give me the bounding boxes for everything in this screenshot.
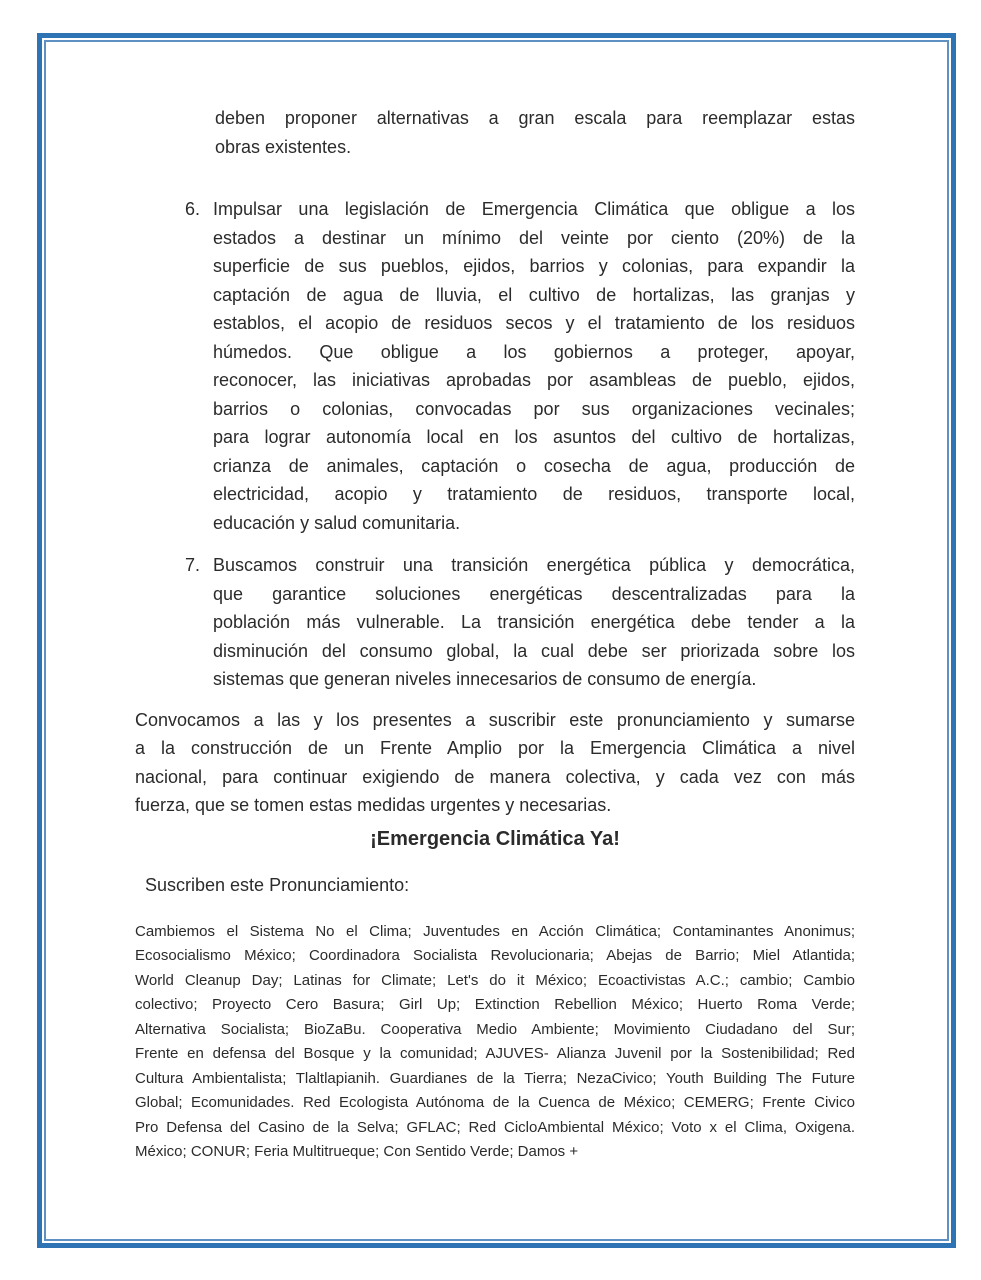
text-line: establos, el acopio de residuos secos y el tratamiento de los residuos	[213, 313, 855, 333]
text-line: reconocer, las iniciativas aprobadas por asambleas de pueblo, ejidos,	[213, 370, 855, 390]
text-line: que garantice soluciones energéticas descentralizadas para la	[213, 583, 855, 604]
text-line: nacional, para continuar exigiendo de manera colectiva, y cada vez con más	[135, 766, 855, 787]
text-line: World Cleanup Day; Latinas for Climate; Let's do it México; Ecoactivistas A.C.; cambio; Cambio	[135, 971, 855, 989]
text-line: colectivo; Proyecto Cero Basura; Girl Up; Extinction Rebellion México; Huerto Roma Verde;	[135, 996, 855, 1013]
numbered-item-7	[135, 551, 855, 694]
text-line: México; CONUR; Feria Multitrueque; Con Sentido Verde; Damos +	[135, 1143, 579, 1160]
page-content	[135, 0, 855, 1165]
item-text-6	[135, 195, 855, 537]
text-line: crianza de animales, captación o cosecha de agua, producción de	[213, 455, 855, 476]
text-line: sistemas que generan niveles innecesarios de consumo de energía.	[213, 669, 757, 689]
text-line: Convocamos a las y los presentes a suscribir este pronunciamiento y sumarse	[135, 709, 855, 730]
text-line: electricidad, acopio y tratamiento de residuos, transporte local,	[213, 484, 855, 504]
text-line: superficie de sus pueblos, ejidos, barrios y colonias, para expandir la	[213, 256, 855, 276]
text-line: Cambiemos el Sistema No el Clima; Juventudes en Acción Climática; Contaminantes Anonimus;	[135, 922, 855, 940]
item-number-7: 7.	[185, 555, 201, 575]
item-number-6: 6.	[185, 199, 201, 219]
text-line: Impulsar una legislación de Emergencia Climática que obligue a los	[213, 199, 855, 219]
item-text-7	[135, 551, 855, 694]
text-line: húmedos. Que obligue a los gobiernos a proteger, apoyar,	[213, 341, 855, 362]
text-line: Cultura Ambientalista; Tlaltlapianih. Guardianes de la Tierra; NezaCivico; Youth Building The Future	[135, 1069, 855, 1087]
intro-paragraph	[215, 104, 855, 161]
text-line: disminución del consumo global, la cual debe ser priorizada sobre los	[213, 640, 855, 661]
text-line: deben proponer alternativas a gran escala para reemplazar estas	[215, 108, 855, 128]
subscribe-heading: Suscriben este Pronunciamiento:	[145, 874, 410, 895]
text-line: Alternativa Socialista; BioZaBu. Cooperativa Medio Ambiente; Movimiento Ciudadano del Sur;	[135, 1020, 855, 1038]
text-line: población más vulnerable. La transición energética debe tender a la	[213, 612, 855, 632]
text-line: a la construcción de un Frente Amplio por la Emergencia Climática a nivel	[135, 738, 855, 758]
text-line: Frente en defensa del Bosque y la comunidad; AJUVES- Alianza Juvenil por la Sostenibilidad; Red	[135, 1045, 855, 1062]
text-line: educación y salud comunitaria.	[213, 512, 461, 533]
text-line: fuerza, que se tomen estas medidas urgentes y necesarias.	[135, 795, 612, 815]
text-line: Buscamos construir una transición energética pública y democrática,	[213, 555, 855, 575]
text-line: Ecosocialismo México; Coordinadora Socialista Revolucionaria; Abejas de Barrio; Miel Atlantida;	[135, 947, 855, 964]
text-line: barrios o colonias, convocadas por sus organizaciones vecinales;	[213, 398, 855, 419]
numbered-item-6	[135, 195, 855, 537]
text-line: captación de agua de lluvia, el cultivo de hortalizas, las granjas y	[213, 284, 855, 305]
text-line: obras existentes.	[215, 136, 352, 157]
text-line: estados a destinar un mínimo del veinte por ciento (20%) de la	[213, 227, 855, 248]
signatories-paragraph	[135, 920, 855, 1165]
slogan-heading: ¡Emergencia Climática Ya!	[370, 827, 620, 850]
text-line: Global; Ecomunidades. Red Ecologista Autónoma de la Cuenca de México; CEMERG; Frente Civico	[135, 1094, 855, 1111]
text-line: Pro Defensa del Casino de la Selva; GFLAC; Red CicloAmbiental México; Voto x el Clima, Oxigena.	[135, 1118, 855, 1136]
closing-paragraph	[135, 706, 855, 820]
text-line: para lograr autonomía local en los asuntos del cultivo de hortalizas,	[213, 427, 855, 447]
